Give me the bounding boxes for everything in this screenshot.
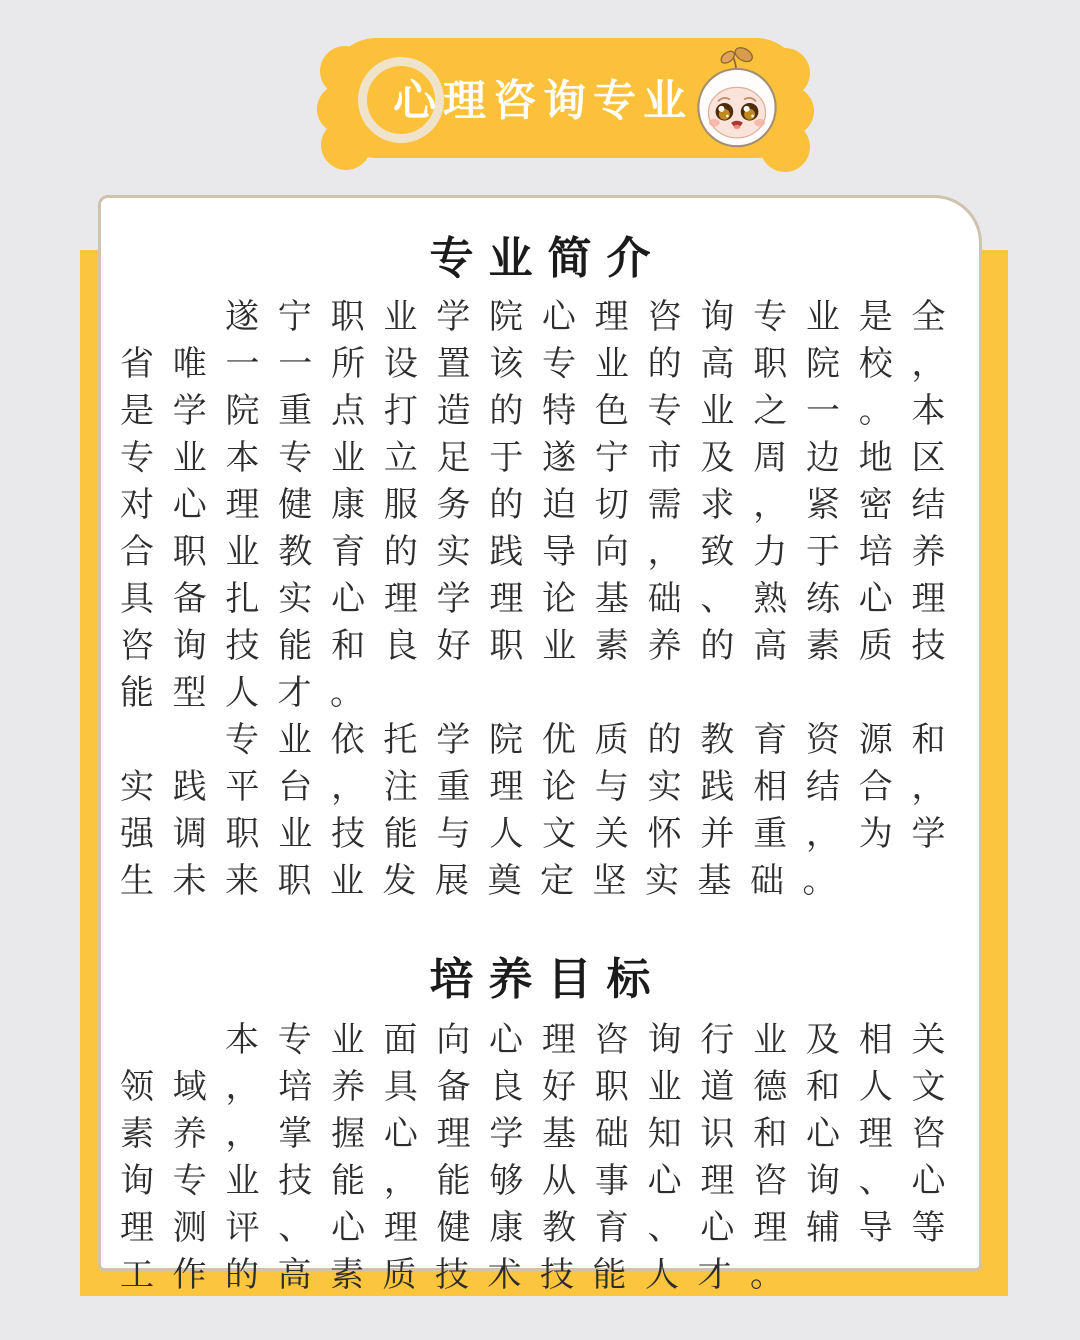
banner-title: 心理咨询专业	[393, 77, 693, 126]
baby-mascot-icon	[695, 47, 779, 148]
intro-paragraph-2: 专业依托学院优质的教育资源和实践平台，注重理论与实践相结合，强调职业技能与人文关怀并重，为学生未来职业发展奠定坚实基础。	[120, 722, 964, 900]
top-banner	[330, 38, 802, 158]
banner-bump	[321, 120, 371, 170]
content-card	[98, 195, 982, 1294]
intro-paragraph-1: 遂宁职业学院心理咨询专业是全省唯一一所设置该专业的高职院校，是学院重点打造的特色专业之一。本专业本专业立足于遂宁市及周边地区对心理健康服务的迫切需求，紧密结合职业教育的实践导向，致力于培养具备扎实心理学理论基础、熟练心理咨询技能和良好职业素养的高素质技能型人才。	[120, 299, 964, 712]
section-heading-goals: 培养目标	[429, 955, 666, 1004]
section-heading-intro: 专业简介	[429, 234, 666, 283]
goals-paragraph: 本专业面向心理咨询行业及相关领域，培养具备良好职业道德和人文素养，掌握心理学基础知识和心理咨询专业技能，能够从事心理咨询、心理测评、心理健康教育、心理辅导等工作的高素质技术技能人才。	[120, 1022, 964, 1294]
